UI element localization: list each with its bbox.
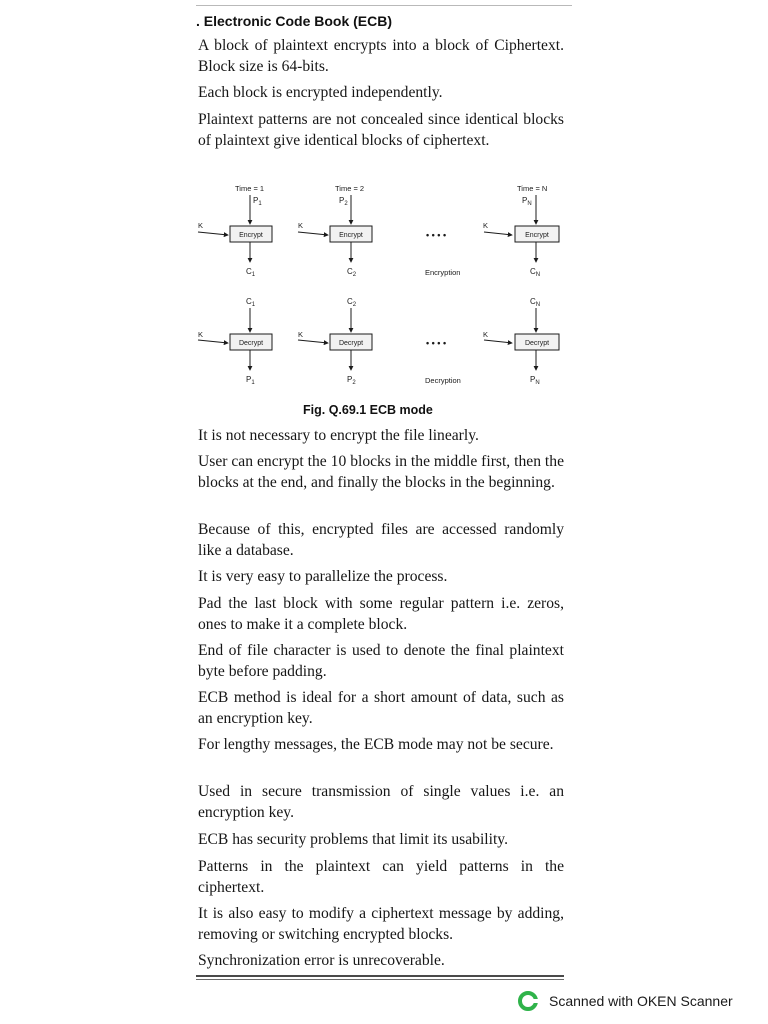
top-rule <box>196 5 572 6</box>
plaintext-label-2: $P_2$ <box>339 196 348 207</box>
oken-scanner-logo-icon <box>517 990 539 1012</box>
encrypt-box-1-label: Encrypt <box>239 232 263 239</box>
encrypt-box-2-label: Encrypt <box>339 232 363 239</box>
ellipsis-decryption: • • • • <box>426 338 447 348</box>
arrow-key-dec-2 <box>298 340 328 343</box>
decrypt-output-pn: $P_N$ <box>530 375 540 386</box>
decrypt-output-p2: $P_2$ <box>347 375 356 386</box>
body-paragraph-5: Pad the last block with some regular pattern i.e. zeros, ones to make it a complete block. <box>198 595 564 633</box>
decrypt-output-p1: $P_1$ <box>246 375 255 386</box>
body-paragraph-1: It is not necessary to encrypt the file linearly. <box>198 427 479 444</box>
body-paragraph-7: ECB method is ideal for a short amount of data, such as an encryption key. <box>198 689 564 727</box>
body-paragraph-4: It is very easy to parallelize the process. <box>198 568 448 585</box>
decrypt-input-cn: $C_N$ <box>530 297 541 308</box>
body-paragraph-12: It is also easy to modify a ciphertext message by adding, removing or switching encrypted blocks. <box>198 905 564 943</box>
scanner-text: Scanned with OKEN Scanner <box>549 993 733 1009</box>
encryption-label: Encryption <box>425 268 461 277</box>
arrow-key-enc-1 <box>198 232 228 235</box>
time-label-1: Time = 1 <box>235 184 265 193</box>
arrow-key-dec-1 <box>198 340 228 343</box>
decrypt-box-n-label: Decrypt <box>524 340 550 347</box>
ellipsis-encryption: • • • • <box>426 230 447 240</box>
body-paragraph-3: Because of this, encrypted files are accessed randomly like a database. <box>198 521 564 559</box>
time-label-n: Time = N <box>517 184 548 193</box>
ciphertext-label-2: $C_2$ <box>347 267 357 278</box>
bottom-rule <box>196 975 564 977</box>
section-heading: . Electronic Code Book (ECB) <box>196 13 393 29</box>
time-label-2: Time = 2 <box>335 184 365 193</box>
decrypt-input-c1: $C_1$ <box>246 297 256 308</box>
bottom-rule-thin <box>196 979 564 980</box>
body-paragraph-2: User can encrypt the 10 blocks in the middle first, then the blocks at the end, and finally the blocks in the beginning. <box>198 453 564 491</box>
key-label-enc-1: K <box>198 221 204 230</box>
key-label-enc-n: K <box>483 221 489 230</box>
plaintext-label-n: $P_N$ <box>522 196 532 207</box>
decrypt-box-2-label: Decrypt <box>338 340 364 347</box>
decrypt-input-c2: $C_2$ <box>347 297 357 308</box>
intro-paragraph-3: Plaintext patterns are not concealed since identical blocks of plaintext give identical blocks of ciphertext. <box>198 111 564 149</box>
body-paragraph-10: ECB has security problems that limit its usability. <box>198 831 508 848</box>
key-label-enc-2: K <box>298 221 304 230</box>
ciphertext-label-1: $C_1$ <box>246 267 256 278</box>
ciphertext-label-n: $C_N$ <box>530 267 541 278</box>
plaintext-label-1: $P_1$ <box>253 196 262 207</box>
intro-paragraph-2: Each block is encrypted independently. <box>198 84 443 101</box>
intro-paragraph-1: A block of plaintext encrypts into a block of Ciphertext. Block size is 64-bits. <box>198 37 564 75</box>
body-paragraph-6: End of file character is used to denote the final plaintext byte before padding. <box>198 642 564 680</box>
body-paragraph-13: Synchronization error is unrecoverable. <box>198 952 445 969</box>
key-label-dec-1: K <box>198 330 204 339</box>
arrow-key-dec-n <box>484 340 512 343</box>
key-label-dec-n: K <box>483 330 489 339</box>
decrypt-box-1-label: Decrypt <box>238 340 264 347</box>
decryption-label: Decryption <box>425 376 461 385</box>
arrow-key-enc-n <box>484 232 512 235</box>
arrow-key-enc-2 <box>298 232 328 235</box>
body-paragraph-9: Used in secure transmission of single values i.e. an encryption key. <box>198 783 564 821</box>
ecb-mode-diagram <box>194 180 574 390</box>
encrypt-box-n-label: Encrypt <box>525 232 549 239</box>
scanner-watermark <box>517 990 733 1012</box>
body-paragraph-11: Patterns in the plaintext can yield patterns in the ciphertext. <box>198 858 564 896</box>
figure-caption: Fig. Q.69.1 ECB mode <box>303 403 433 417</box>
key-label-dec-2: K <box>298 330 304 339</box>
body-paragraph-8: For lengthy messages, the ECB mode may not be secure. <box>198 736 554 753</box>
